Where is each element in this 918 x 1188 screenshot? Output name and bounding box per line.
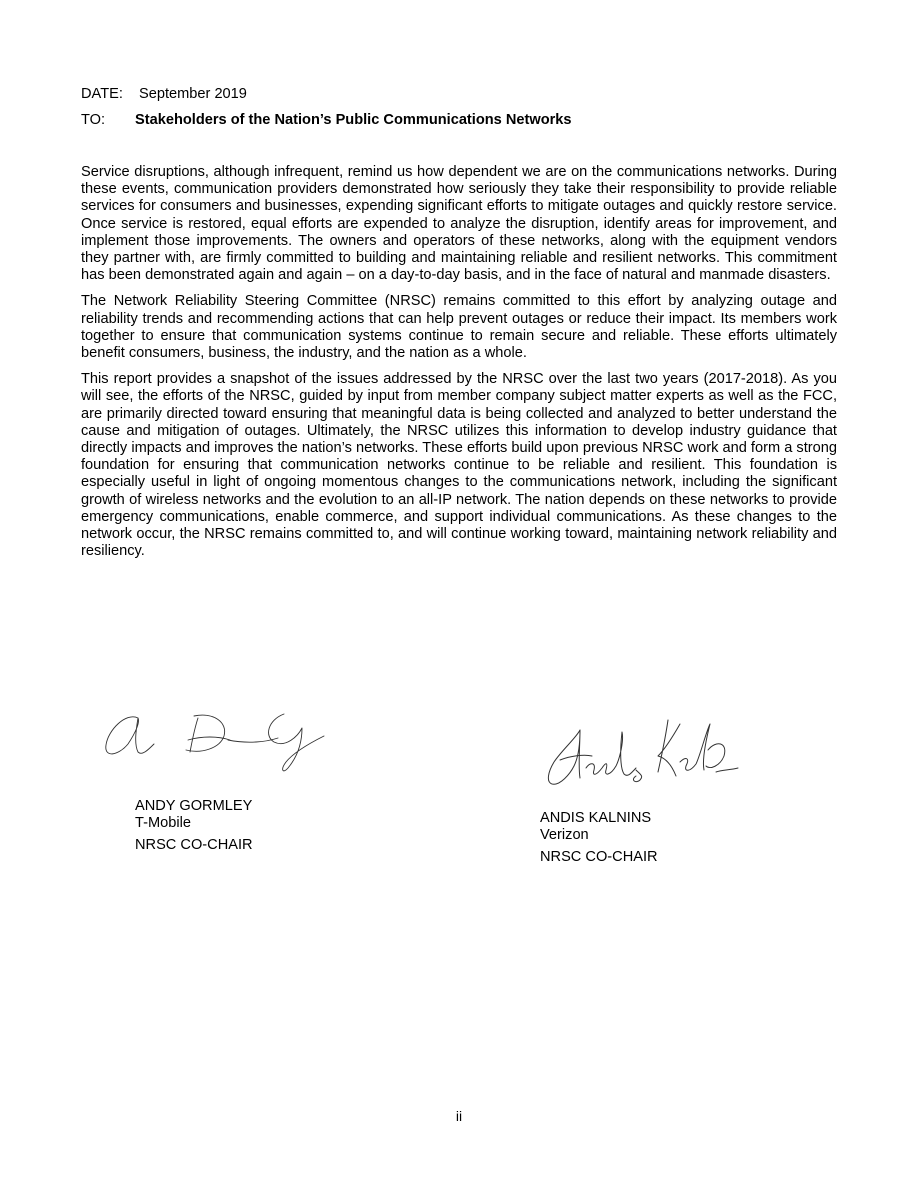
- signature-andy-gormley: [98, 700, 328, 780]
- date-line: [81, 86, 247, 102]
- signature-block-1: [135, 798, 253, 854]
- signer-name: ANDIS KALNINS: [540, 810, 652, 826]
- paragraph: The Network Reliability Steering Committee (NRSC) remains committed to this effort by analyzing outage and reliability trends and recommending actions that can help prevent outages or reduce their impact. Its members work together to ensure that communication systems continue to remain secure and reliable. These efforts ultimately benefit consumers, business, the industry, and the nation as a whole.: [81, 293, 837, 362]
- to-label: TO:: [81, 112, 106, 128]
- letter-body: [81, 164, 837, 569]
- signer-role: NRSC CO-CHAIR: [540, 849, 658, 865]
- signature-block-2: [540, 810, 658, 866]
- signer-role: NRSC CO-CHAIR: [135, 837, 253, 853]
- date-value: September 2019: [139, 86, 247, 102]
- date-label: DATE:: [81, 86, 123, 102]
- paragraph: This report provides a snapshot of the issues addressed by the NRSC over the last two years (2017-2018). As you will see, the efforts of the NRSC, guided by input from member company subject matter experts as well as the FCC, are primarily directed toward ensuring that meaningful data is being collected and analyzed to better understand the cause and mitigation of outages. Ultimately, the NRSC utilizes this information to develop industry guidance that directly impacts and improves the nation’s networks. These efforts build upon previous NRSC work and form a strong foundation for ensuring that communication networks continue to be reliable and resilient. This foundation is especially useful in light of ongoing momentous changes to the communications network, including the significant growth of wireless networks and the evolution to an all-IP network. The nation depends on these networks to provide emergency communications, enable commerce, and support individual communications. As these changes to the network occur, the NRSC remains committed to, and will continue working toward, maintaining network reliability and resiliency.: [81, 371, 837, 560]
- signature-andis-kalnins: [540, 710, 740, 795]
- signer-company: T-Mobile: [135, 815, 191, 831]
- signer-name: ANDY GORMLEY: [135, 798, 253, 814]
- to-line: [81, 112, 572, 128]
- page-number: ii: [455, 1108, 463, 1124]
- signer-company: Verizon: [540, 827, 589, 843]
- to-value: Stakeholders of the Nation’s Public Communications Networks: [135, 112, 572, 128]
- paragraph: Service disruptions, although infrequent, remind us how dependent we are on the communications networks. During these events, communication providers demonstrated how seriously they take their responsibility to provide reliable services for consumers and businesses, expending significant efforts to mitigate outages and quickly restore service. Once service is restored, equal efforts are expended to analyze the disruption, identify areas for improvement, and implement those improvements. The owners and operators of these networks, along with the equipment vendors they partner with, are firmly committed to building and maintaining reliable and resilient networks. This commitment has been demonstrated again and again – on a day-to-day basis, and in the face of natural and manmade disasters.: [81, 164, 837, 284]
